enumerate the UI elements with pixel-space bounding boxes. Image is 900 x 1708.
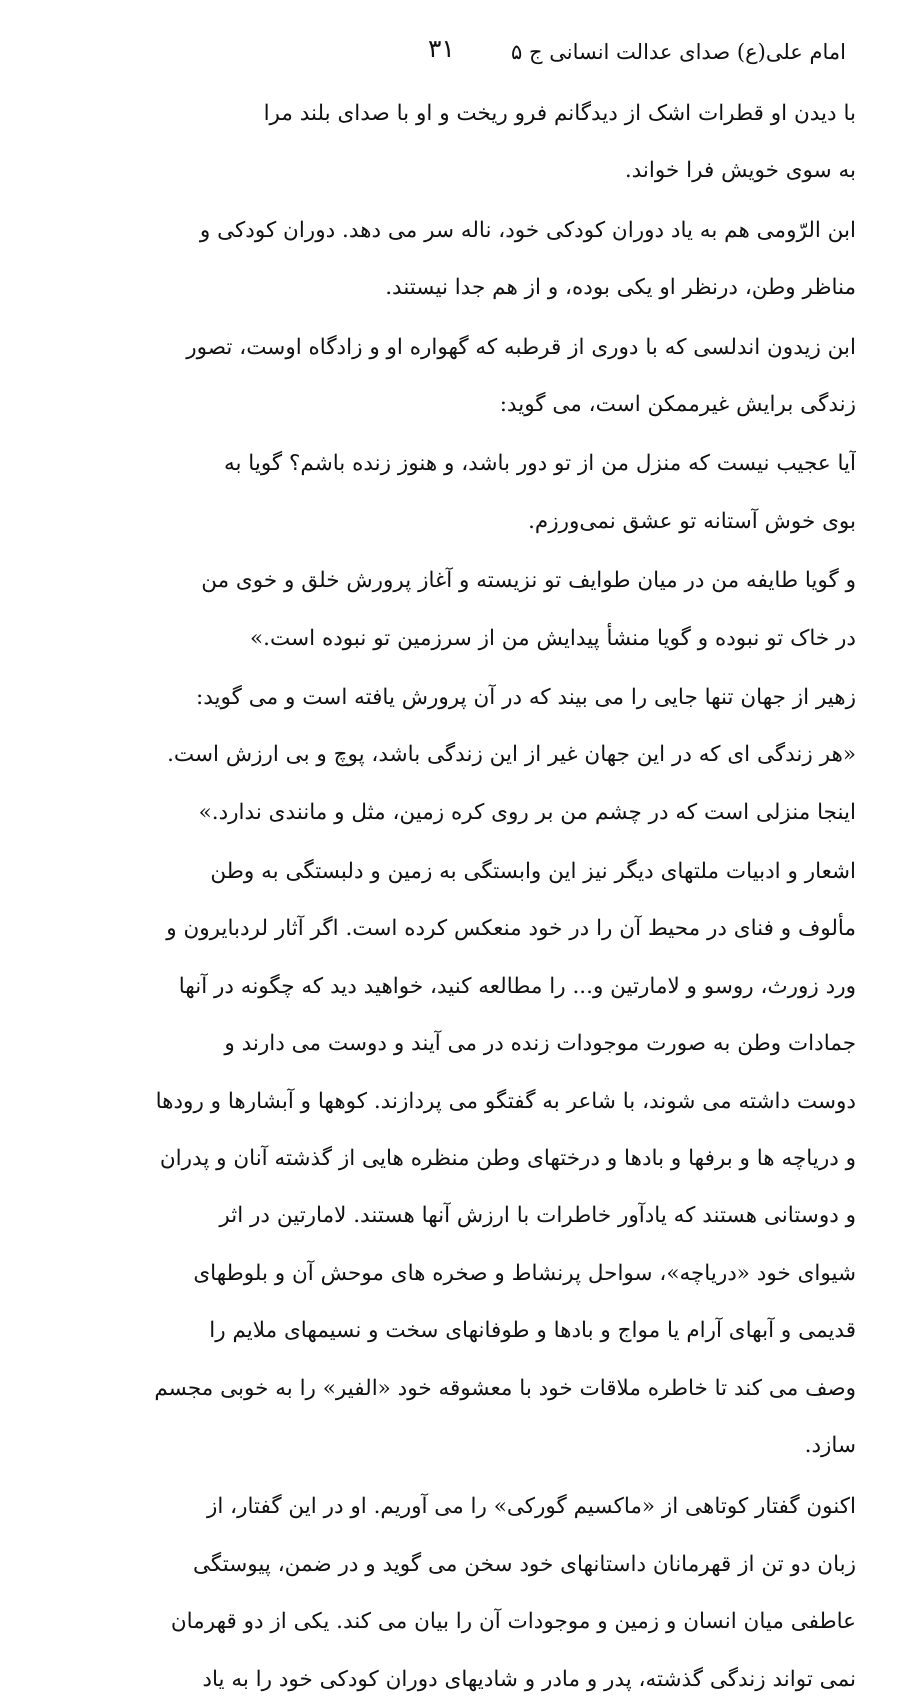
text-line: با دیدن او قطرات اشک از دیدگانم فرو ریخت و او با صدای بلند مرا	[263, 101, 856, 126]
text-line: آیا عجیب نیست که منزل من از تو دور باشد، و هنوز زنده باشم؟ گویا به	[223, 451, 856, 477]
text-line: قدیمی و آبهای آرام یا مواج و بادها و طوفانهای سخت و نسیمهای ملایم را	[209, 1318, 856, 1344]
text-line: و دوستانی هستند که یادآور خاطرات با ارزش آنها هستند. لامارتین در اثر	[219, 1203, 856, 1229]
text-line: عاطفی میان انسان و زمین و موجودات آن را بیان می کند. یکی از دو قهرمان	[170, 1609, 856, 1635]
text-line: زهیر از جهان تنها جایی را می بیند که در آن پرورش یافته است و می گوید:	[196, 684, 856, 710]
paragraph	[44, 669, 856, 841]
text-line: اکنون گفتار کوتاهی از «ماکسیم گورکی» را می آوریم. او در این گفتار، از	[206, 1494, 856, 1520]
body-text	[44, 85, 856, 1708]
paragraph	[44, 202, 856, 317]
text-line: «هر زندگی ای که در این جهان غیر از این زندگی باشد، پوچ و بی ارزش است.	[167, 742, 856, 768]
text-line: وصف می کند تا خاطره ملاقات خود با معشوقه خود «الفیر» را به خوبی مجسم	[154, 1375, 856, 1401]
text-line: و گویا طایفه من در میان طوایف تو نزیسته و آغاز پرورش خلق و خوی من	[201, 568, 856, 594]
paragraph	[44, 552, 856, 667]
text-line: زبان دو تن از قهرمانان داستانهای خود سخن می گوید و در ضمن، پیوستگی	[192, 1551, 856, 1577]
text-line: ابن زیدون اندلسی که با دوری از قرطبه که گهواره او و زادگاه اوست، تصور	[186, 334, 856, 360]
text-line: ابن الرّومی هم به یاد دوران کودکی خود، ناله سر می دهد. دوران کودکی و	[199, 217, 856, 243]
paragraph	[44, 85, 856, 200]
book-title: امام علی(ع) صدای عدالت انسانی ج ۵	[511, 40, 846, 64]
text-line: سازد.	[804, 1432, 856, 1458]
text-line: در خاک تو نبوده و گویا منشأ پیدایش من از سرزمین تو نبوده است.»	[250, 625, 856, 651]
text-line: به سوی خویش فرا خواند.	[624, 158, 856, 184]
paragraph	[44, 319, 856, 434]
text-line: ورد زورث، روسو و لامارتین و... را مطالعه کنید، خواهید دید که چگونه در آنها	[178, 973, 856, 999]
text-line: دوست داشته می شوند، با شاعر به گفتگو می پردازند. کوهها و آبشارها و رودها	[155, 1088, 856, 1114]
text-line: زندگی برایش غیرممکن است، می گوید:	[499, 391, 856, 417]
text-line: مألوف و فنای در محیط آن را در خود منعکس کرده است. اگر آثار لردبایرون و	[166, 916, 856, 942]
paragraph	[44, 1478, 856, 1708]
page-number: ۳۱	[428, 34, 455, 63]
page-header	[40, 34, 860, 74]
text-line: و دریاچه ها و برفها و بادها و درختهای وطن منظره هایی از گذشته آنان و پدران	[159, 1146, 856, 1172]
text-line: اینجا منزلی است که در چشم من بر روی کره زمین، مثل و مانندی ندارد.»	[198, 799, 856, 825]
text-line: شیوای خود «دریاچه»، سواحل پرنشاط و صخره های موحش آن و بلوطهای	[193, 1260, 856, 1286]
text-line: جمادات وطن به صورت موجودات زنده در می آیند و دوست می دارند و	[224, 1031, 856, 1057]
text-line: اشعار و ادبیات ملتهای دیگر نیز این وابستگی به زمین و دلبستگی به وطن	[210, 859, 856, 885]
text-line: نمی تواند زندگی گذشته، پدر و مادر و شادیهای دوران کودکی خود را به یاد	[202, 1666, 856, 1692]
paragraph	[44, 435, 856, 550]
paragraph	[44, 843, 856, 1474]
text-line: بوی خوش آستانه تو عشق نمی‌ورزم.	[528, 508, 856, 534]
text-line: مناظر وطن، درنظر او یکی بوده، و از هم جدا نیستند.	[385, 275, 856, 301]
